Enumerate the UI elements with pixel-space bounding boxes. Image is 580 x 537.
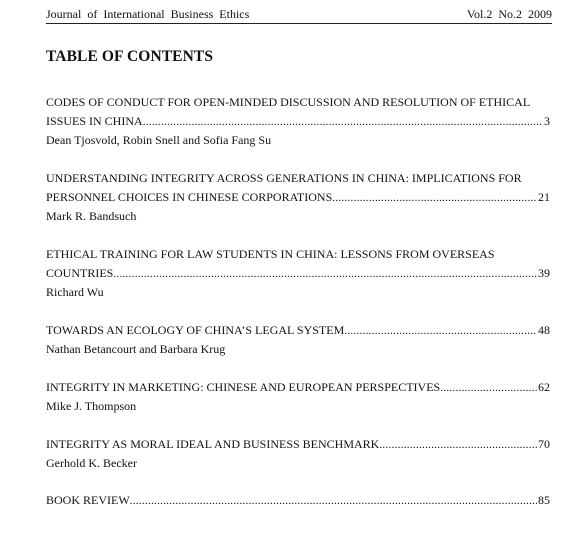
entry-authors: Mike J. Thompson xyxy=(46,399,137,413)
entry-title: TOWARDS AN ECOLOGY OF CHINA’S LEGAL SYSTEM xyxy=(46,323,345,337)
toc-entry-1[interactable] xyxy=(46,93,550,150)
running-header xyxy=(46,6,552,24)
issue-info: Vol.2 No.2 2009 xyxy=(466,7,552,21)
toc-heading: TABLE OF CONTENTS xyxy=(46,48,214,65)
dot-leader xyxy=(379,436,537,455)
page-number: 70 xyxy=(538,437,550,451)
entry-title-line: UNDERSTANDING INTEGRITY ACROSS GENERATIONS IN CHINA: IMPLICATIONS FOR xyxy=(46,171,522,185)
page-number: 3 xyxy=(544,114,550,128)
dot-leader xyxy=(332,189,537,208)
entry-authors: Nathan Betancourt and Barbara Krug xyxy=(46,342,226,356)
entry-title: INTEGRITY IN MARKETING: CHINESE AND EUROPEAN PERSPECTIVES xyxy=(46,380,441,394)
entry-title-end: PERSONNEL CHOICES IN CHINESE CORPORATIONS xyxy=(46,190,333,204)
page-number: 85 xyxy=(538,493,550,507)
entry-leader-line xyxy=(46,491,550,510)
dot-leader xyxy=(344,322,537,341)
toc-entry-3[interactable] xyxy=(46,245,550,302)
entry-title-line: CODES OF CONDUCT FOR OPEN-MINDED DISCUSSION AND RESOLUTION OF ETHICAL xyxy=(46,95,531,109)
entry-title: INTEGRITY AS MORAL IDEAL AND BUSINESS BENCHMARK xyxy=(46,437,380,451)
entry-authors: Richard Wu xyxy=(46,285,104,299)
entry-leader-line xyxy=(46,188,550,207)
toc-entry-4[interactable] xyxy=(46,321,550,359)
page-number: 21 xyxy=(538,190,550,204)
entry-authors: Mark R. Bandsuch xyxy=(46,209,137,223)
entry-leader-line xyxy=(46,435,550,454)
journal-name: Journal of International Business Ethics xyxy=(46,7,250,21)
dot-leader xyxy=(143,113,543,132)
entry-title-end: ISSUES IN CHINA xyxy=(46,114,143,128)
dot-leader xyxy=(440,379,537,398)
toc-entry-7[interactable] xyxy=(46,491,550,510)
entry-title: BOOK REVIEW xyxy=(46,493,130,507)
entry-leader-line xyxy=(46,378,550,397)
entry-title-end: COUNTRIES xyxy=(46,266,114,280)
dot-leader xyxy=(113,265,537,284)
page-number: 48 xyxy=(538,323,550,337)
toc-entry-5[interactable] xyxy=(46,378,550,416)
entry-leader-line xyxy=(46,264,550,283)
entry-authors: Gerhold K. Becker xyxy=(46,456,137,470)
entry-leader-line xyxy=(46,321,550,340)
dot-leader xyxy=(130,492,537,511)
entry-leader-line xyxy=(46,112,550,131)
toc-entry-6[interactable] xyxy=(46,435,550,473)
toc-entry-2[interactable] xyxy=(46,169,550,226)
page-number: 39 xyxy=(538,266,550,280)
entry-title-line: ETHICAL TRAINING FOR LAW STUDENTS IN CHINA: LESSONS FROM OVERSEAS xyxy=(46,247,495,261)
entry-authors: Dean Tjosvold, Robin Snell and Sofia Fang Su xyxy=(46,133,272,147)
page-number: 62 xyxy=(538,380,550,394)
